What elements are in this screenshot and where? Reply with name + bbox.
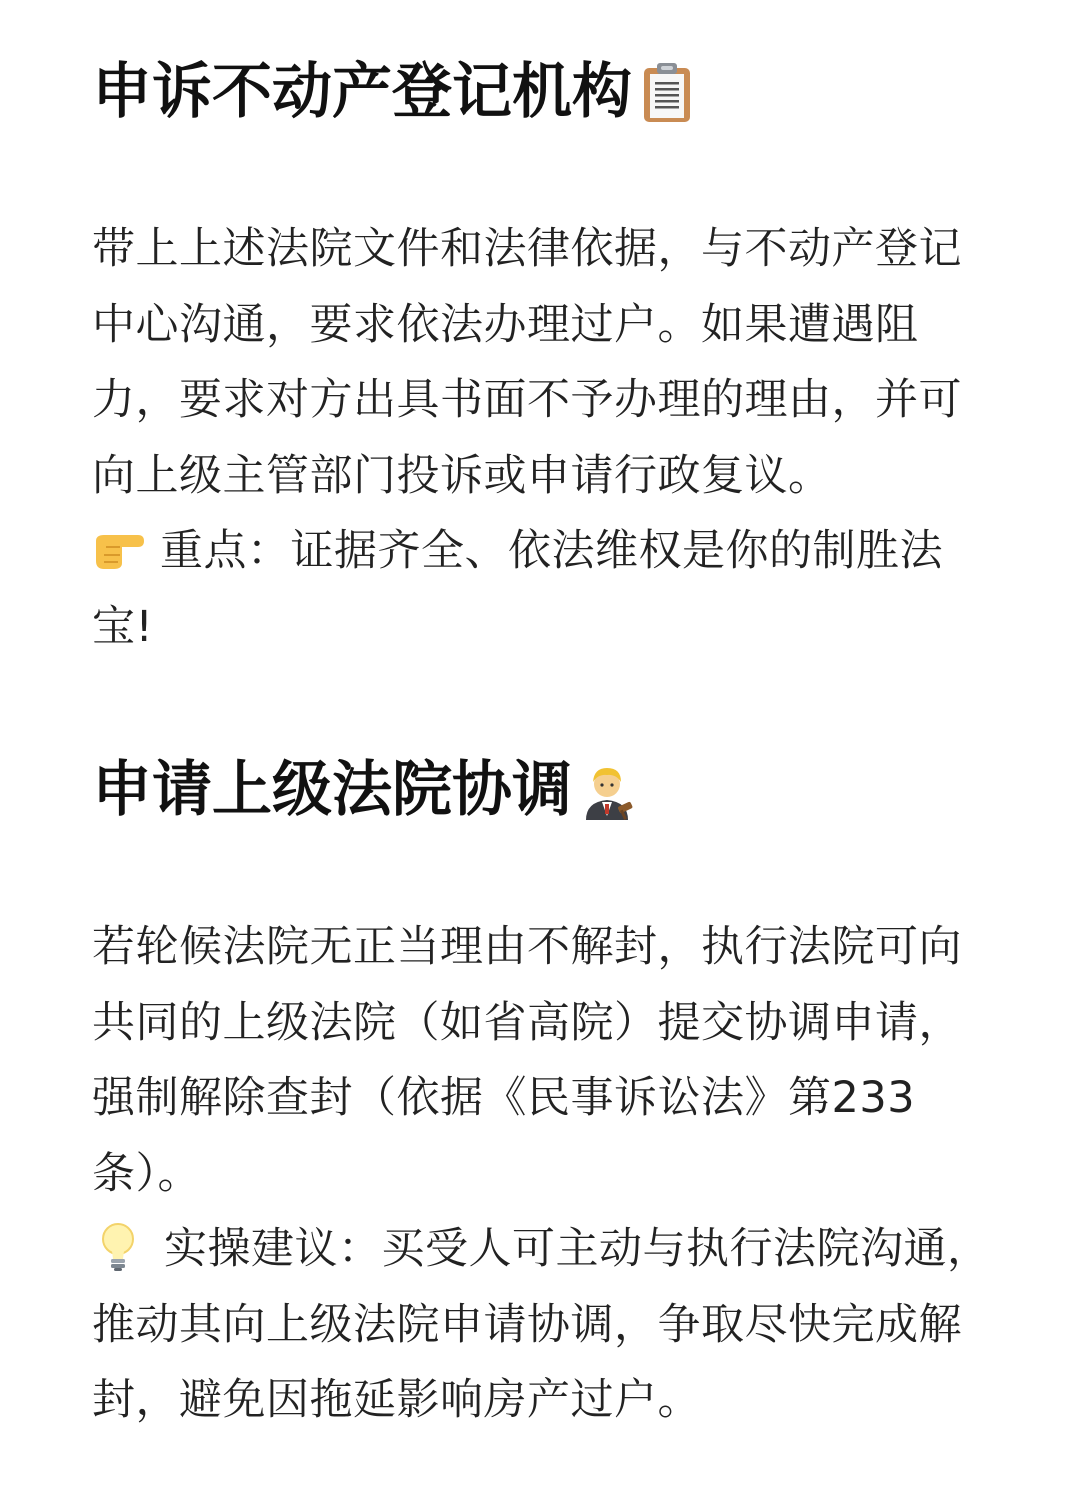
section-body-text: 若轮候法院无正当理由不解封，执行法院可向共同的上级法院（如省高院）提交协调申请，强制解除查封（依据《民事诉讼法》第233条）。 bbox=[92, 922, 962, 1199]
section-body bbox=[92, 910, 992, 1439]
section-heading-text: 申请上级法院协调 bbox=[92, 755, 572, 825]
light-bulb-icon bbox=[98, 1221, 138, 1273]
clipboard-icon bbox=[638, 60, 696, 124]
pointing-hand-icon bbox=[92, 520, 148, 564]
section-heading-text: 申诉不动产登记机构 bbox=[92, 57, 632, 127]
section-heading bbox=[92, 54, 696, 130]
section-body-text: 带上上述法院文件和法律依据，与不动产登记中心沟通，要求依法办理过户。如果遭遇阻力，要求对方出具书面不予办理的理由，并可向上级主管部门投诉或申请行政复议。 bbox=[92, 224, 962, 501]
judge-icon bbox=[578, 758, 636, 822]
section-heading bbox=[92, 752, 636, 828]
section-tip-text: 实操建议：买受人可主动与执行法院沟通，推动其向上级法院申请协调，争取尽快完成解封，避免因拖延影响房产过户。 bbox=[92, 1224, 991, 1425]
section-body bbox=[92, 212, 992, 665]
section-tip-text: 重点：证据齐全、依法维权是你的制胜法宝! bbox=[92, 526, 943, 652]
